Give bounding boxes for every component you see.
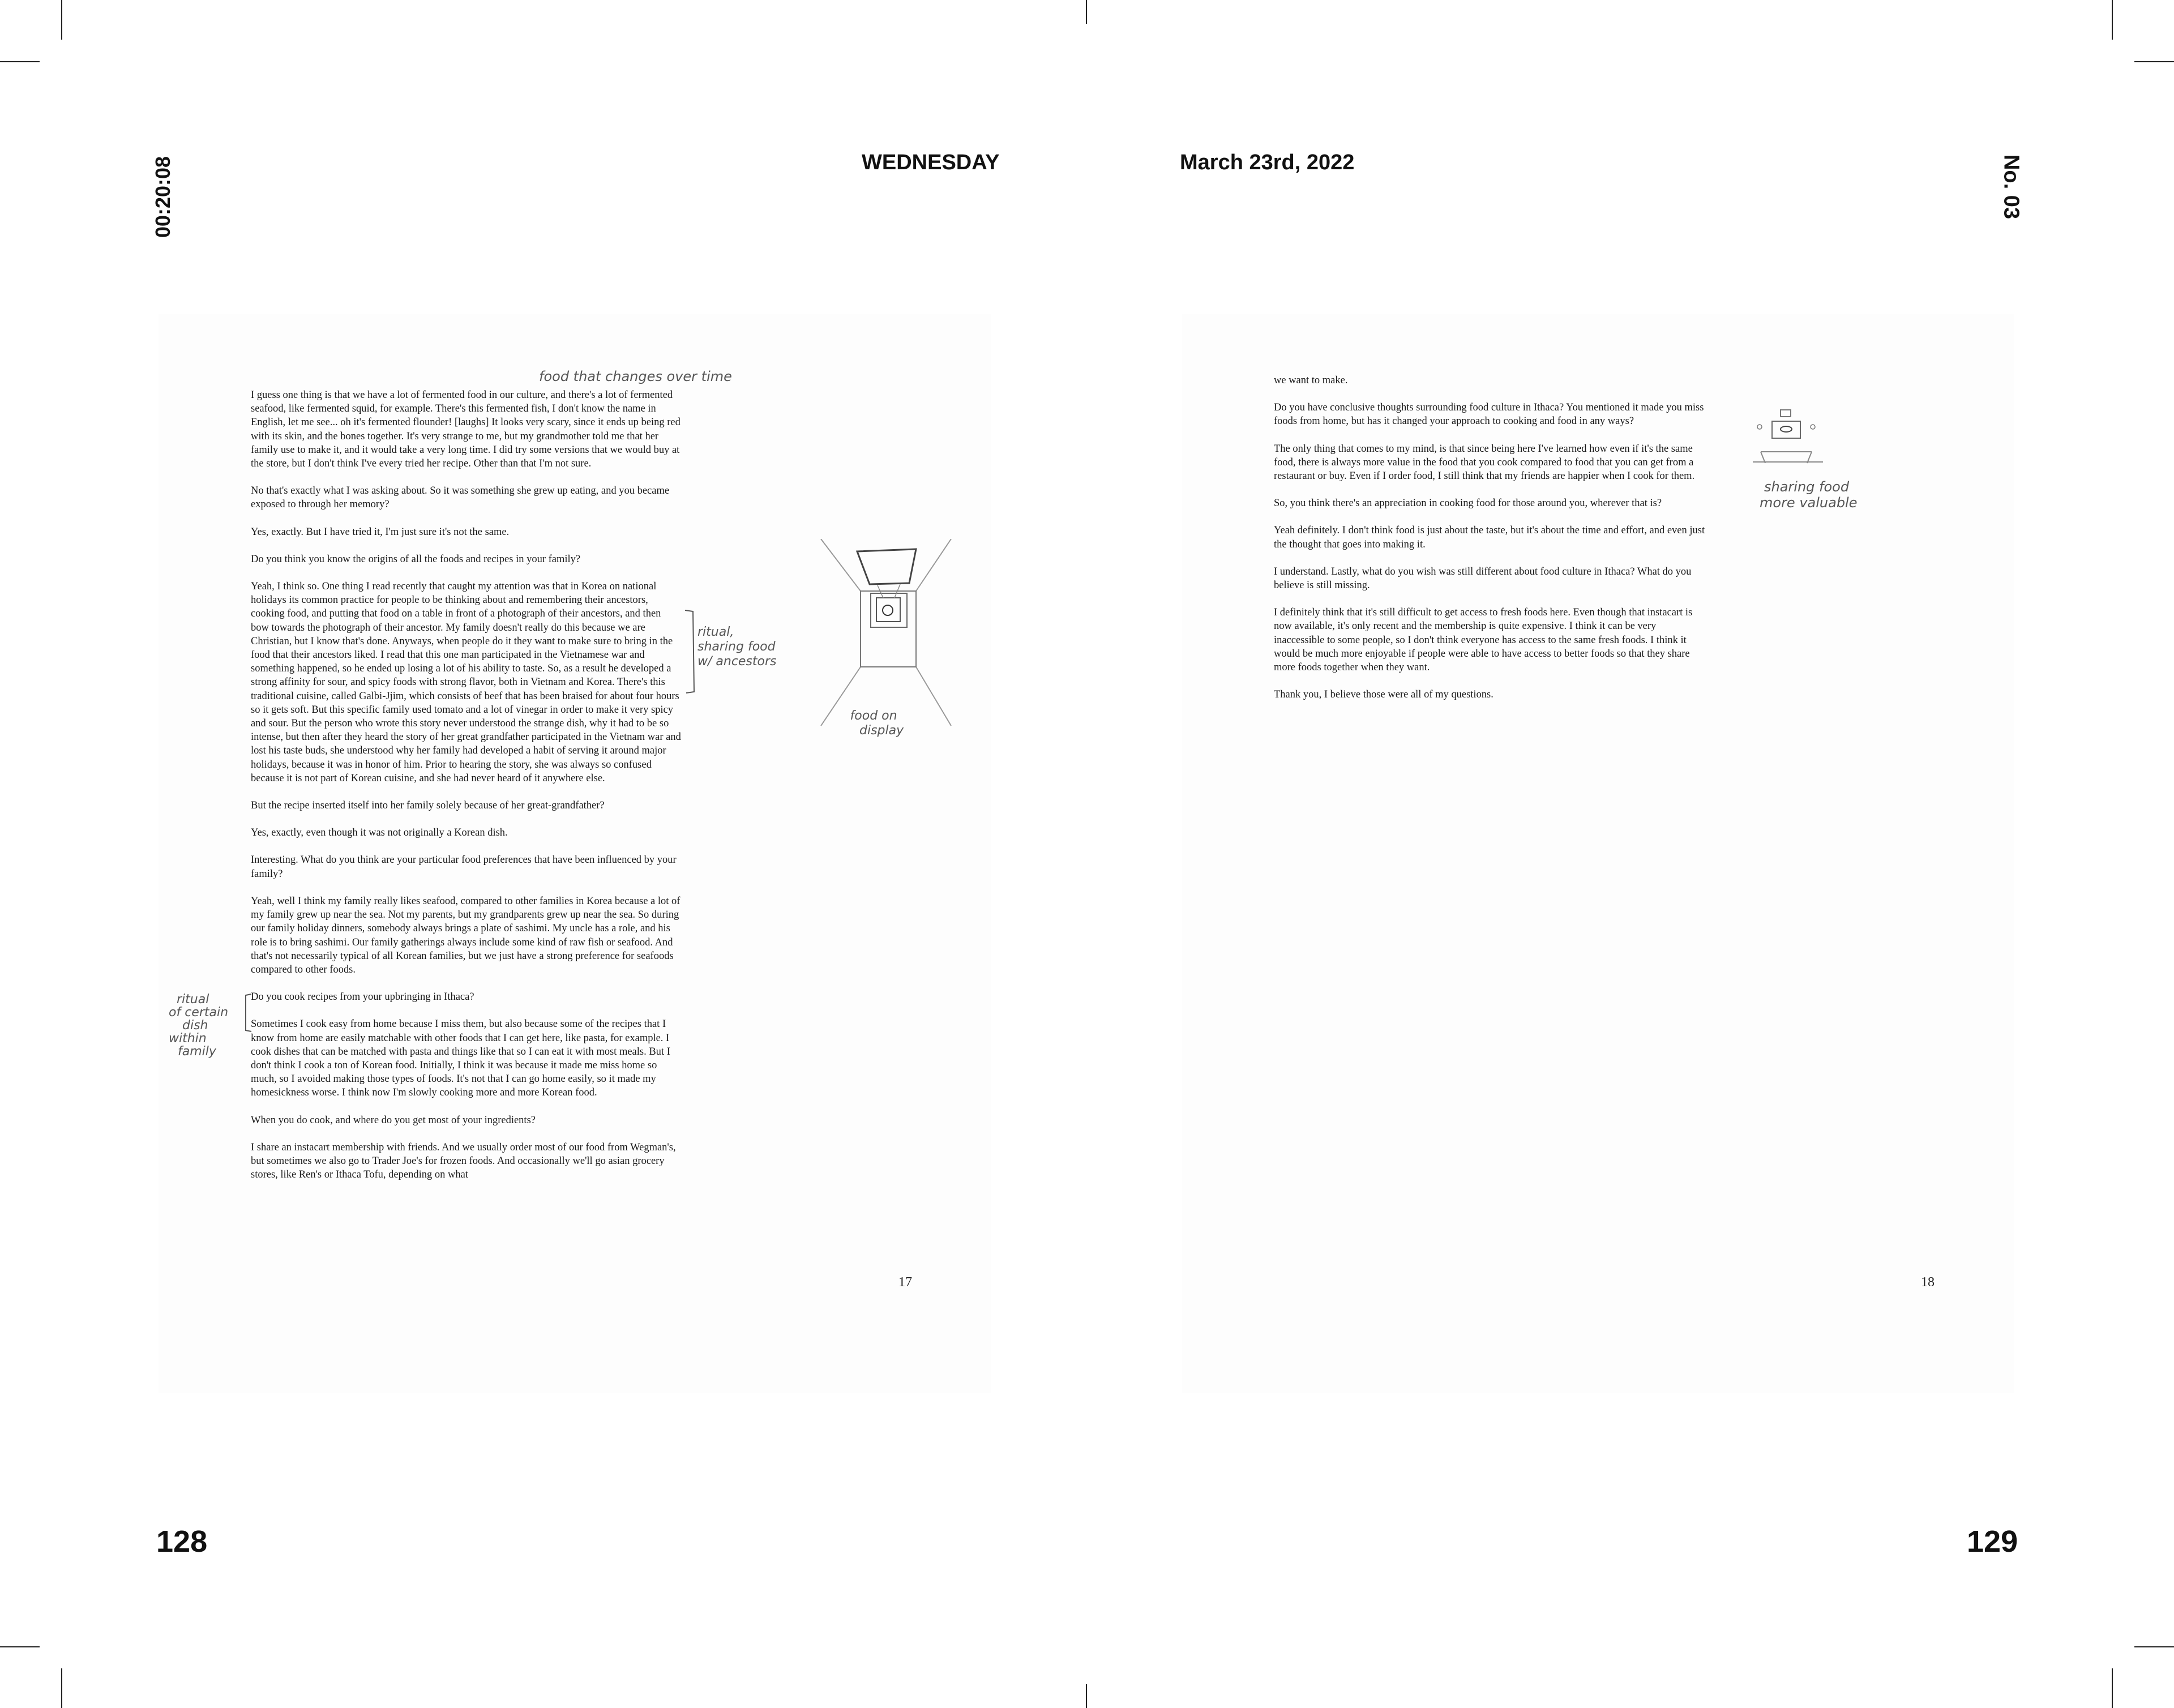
right-page-number: 18 [1921,1275,1935,1290]
annotation-line: of certain [169,1005,229,1020]
paragraph: Yeah, well I think my family really likes seafood, compared to other families in Korea because a lot of my family grew up near the sea. Not my parents, but my grandparents grew up near the sea. So during our family holiday dinners, somebody always brings a plate of sashimi. My uncle has a role, and his role is to bring sashimi. Our family gatherings always include some kind of raw fish or seafood. And that's not necessarily typical of all Korean families, but we just have a strong preference for seafoods compared to other foods. [251,895,681,975]
paragraph: When you do cook, and where do you get most of your ingredients? [251,1114,536,1126]
crop-mark [0,1646,40,1647]
annotation-line: ritual, [697,625,734,639]
paragraph: Yeah, I think so. One thing I read recently that caught my attention was that in Korea on national holidays its common practice for people to be thinking about and remembering their ancestors, cooking food, and putting that food on a table in front of a photograph of their ancestors, and then bow towards the photograph of their ancestor. My family doesn't really do this because we are Christian, but I know that's done. Anyways, when people do it they want to make sure to bring in the food that their ancestors liked. I read that this one man participated in the Vietnamese war and something happened, so he ended up losing a lot of his ability to taste. So, as a result he developed a strong affinity for sour, and spicy foods with strong flavor, both in Vietnam and Korea. There's this traditional cuisine, called Galbi-Jjim, which consists of beef that has been braised for about four hours so it gets soft. But this specific family used tomato and a lot of vinegar in order to make it very spicy and sour. But the person who wrote this story never understood the strange dish, why it had to be so intense, but then after they heard the story of her great grandfather participated in the Vietnam war and lost his taste buds, she understood why her family had developed a habit of serving it around major holidays, because it was in honor of him. Prior to hearing the story, she was always so confused because it is not part of Korean cuisine, and she had never heard of it anywhere else. [251,581,681,784]
right-page-text [1274,374,1707,715]
left-page-text [251,388,681,1195]
paragraph: Yes, exactly. But I have tried it, I'm just sure it's not the same. [251,526,510,538]
left-page-number: 17 [898,1275,912,1290]
crop-mark [61,0,62,40]
paragraph: Thank you, I believe those were all of my questions. [1274,689,1493,701]
annotation-margin-ritual [169,993,228,1058]
paragraph: No that's exactly what I was asking about. So it was something she grew up eating, and you became exposed to through her memory? [251,485,670,511]
annotation-line: sharing food [1764,479,1850,495]
annotation-sharing-valuable [1760,479,1858,511]
right-folio: 129 [1967,1525,2018,1559]
crop-mark [2112,1668,2113,1708]
annotation-food-on-display [844,709,904,738]
paragraph: But the recipe inserted itself into her family solely because of her great-grandfather? [251,800,605,812]
annotation-line: dish [182,1018,208,1033]
crop-mark [2134,1646,2174,1647]
crop-mark [2134,61,2174,62]
paragraph: I definitely think that it's still difficult to get access to fresh foods here. Even though that instacart is now available, it's only recent and the membership is quite expensive. I think it can be very inaccessible to some people, so I don't think everyone has access to the same fresh foods. I think it would be much more enjoyable if people were able to have access to better foods so that they share more foods together when they want. [1274,607,1693,674]
left-folio: 128 [156,1525,208,1559]
sketch-shared-table [1749,408,1834,470]
annotation-food-changes: food that changes over time [539,369,732,384]
annotation-line: family [178,1045,216,1059]
paragraph: we want to make. [1274,375,1348,386]
paragraph: Sometimes I cook easy from home because I miss them, but also because some of the recipes that I know from home are easily matchable with other foods that I can get here, like pasta, for example. I cook dishes that can be matched with pasta and things like that so I can eat it with most meals. But I don't think I cook a ton of Korean food. Initially, I think it was because it made me miss home so much, so I avoided making those types of foods. It's not that I can go home easily, so it made my homesickness worse. I think now I'm slowly cooking more and more Korean food. [251,1018,670,1099]
annotation-line: w/ ancestors [697,654,777,669]
paragraph: Yes, exactly, even though it was not originally a Korean dish. [251,827,508,839]
crop-mark [61,1668,62,1708]
crop-mark [1086,1684,1087,1708]
issue-number: No. 03 [1999,154,2023,220]
paragraph: Do you think you know the origins of all the foods and recipes in your family? [251,553,581,565]
annotation-line: display [859,724,904,738]
paragraph: Interesting. What do you think are your particular food preferences that have been influenced by your family? [251,854,677,880]
bracket-mark [242,993,254,1033]
annotation-line: sharing food [697,640,776,654]
paragraph: Do you have conclusive thoughts surrounding food culture in Ithaca? You mentioned it made you miss foods from home, but has it changed your approach to cooking and food in any ways? [1274,402,1704,427]
paragraph: I understand. Lastly, what do you wish was still different about food culture in Ithaca? What do you believe is still missing. [1274,566,1692,592]
annotation-ritual [697,625,777,669]
paragraph: Do you cook recipes from your upbringing in Ithaca? [251,991,474,1003]
annotation-line: food on [850,709,897,723]
paragraph: The only thing that comes to my mind, is that since being here I've learned how even if it's the same food, there is always more value in the food that you cook compared to food that you can get from a restaurant or buy. Even if I order food, I still think that my friends are happier when I cook for them. [1274,443,1695,482]
annotation-line: more valuable [1760,495,1858,511]
paragraph: So, you think there's an appreciation in cooking food for those around you, wherever that is? [1274,498,1662,510]
paragraph: I guess one thing is that we have a lot of fermented food in our culture, and there's a lot of fermented seafood, like fermented squid, for example. There's this fermented fish, I don't know the name in English, let me see... oh it's fermented flounder! [laughs] It looks very scary, since it ends up being red with its skin, and the bones together. It's very strange to me, but my grandmother told me that her family use to make it, and it would take a very long time. I did try some versions that we would buy at the store, but I don't think I've every tried her recipe. Other than that I'm not sure. [251,389,681,470]
paragraph: I share an instacart membership with friends. And we usually order most of our food from Wegman's, but sometimes we also go to Trader Joe's for frozen foods. And occasionally we'll go asian grocery stores, like Ren's or Ithaca Tofu, depending on what [251,1141,676,1181]
paragraph: Yeah definitely. I don't think food is just about the taste, but it's about the time and effort, and even just the thought that goes into making it. [1274,525,1705,550]
day-label: WEDNESDAY [862,151,1000,174]
timestamp: 00:20:08 [151,156,174,238]
annotation-line: ritual [177,992,209,1007]
crop-mark [0,61,40,62]
annotation-line: within [169,1031,207,1046]
crop-mark [1086,0,1087,24]
date-label: March 23rd, 2022 [1180,151,1355,174]
crop-mark [2112,0,2113,40]
